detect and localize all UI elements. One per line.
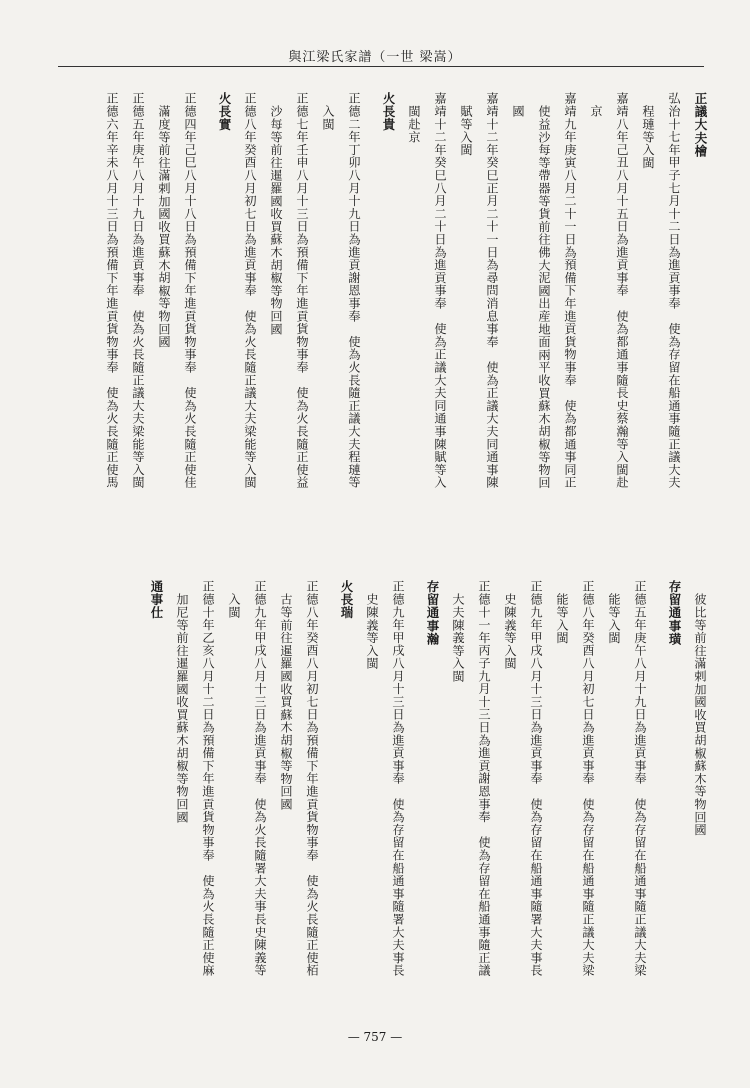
text-column: 正德八年癸酉八月初七日為預備下年進貢貨物事奉 使為火長隨正使栢: [305, 580, 319, 977]
text-column: 史陳義等入閩: [365, 593, 379, 670]
text-column: 彼比等前往滿剌加國收買胡椒蘇木等物回國: [693, 593, 707, 837]
text-column: 嘉靖十二年癸巳八月二十日為進貢事奉 使為正議大夫同通事陳賦等入: [433, 92, 447, 489]
text-column: 正德四年己巳八月十八日為預備下年進貢貨物事奉 使為火長隨正使佳: [183, 92, 197, 489]
text-column: 正德二年丁卯八月十九日為進貢謝恩事奉 使為火長隨正議大夫程璉等: [347, 92, 361, 489]
entry-heading: 存留通事瀚: [425, 580, 440, 646]
text-column: 國: [511, 105, 525, 118]
entry-heading: 正議大夫檜: [693, 92, 708, 158]
lower-text-band: [50, 580, 710, 1020]
entry-heading: 通事仕: [149, 580, 164, 620]
page-number: — 757 —: [347, 1030, 403, 1044]
text-column: 正德九年甲戌八月十三日為進貢事奉 使為存留在船通事隨署大夫事長: [391, 580, 405, 977]
text-column: 大夫陳義等入閩: [451, 593, 465, 683]
text-column: 正德九年甲戌八月十三日為進貢事奉 使為存留在船通事隨署大夫事長: [529, 580, 543, 977]
text-column: 正德十年乙亥八月十二日為預備下年進貢貨物事奉 使為火長隨正使麻: [201, 580, 215, 977]
text-column: 京: [589, 105, 603, 118]
text-column: 滿度等前往滿剌加國收買蘇木胡椒等物回國: [157, 105, 171, 349]
text-column: 正德八年癸酉八月初七日為進貢事奉 使為火長隨正議大夫梁能等入閩: [243, 92, 257, 489]
text-column: 能等入閩: [607, 593, 621, 645]
text-column: 正德六年辛未八月十三日為預備下年進貢貨物事奉 使為火長隨正使馬: [105, 92, 119, 489]
text-column: 沙每等前往暹羅國收買蘇木胡椒等物回國: [269, 105, 283, 336]
text-column: 古等前往暹羅國收買蘇木胡椒等物回國: [279, 593, 293, 811]
text-column: 能等入閩: [555, 593, 569, 645]
text-column: 弘治十七年甲子七月十二日為進貢事奉 使為存留在船通事隨正議大夫: [667, 92, 681, 489]
text-column: 加尼等前往暹羅國收買蘇木胡椒等物回國: [175, 593, 189, 824]
entry-heading: 火長實: [217, 92, 232, 132]
text-column: 賦等入閩: [459, 105, 473, 157]
text-column: 正德五年庚午八月十九日為進貢事奉 使為存留在船通事隨正議大夫梁: [633, 580, 647, 977]
text-column: 嘉靖十二年癸巳正月二十一日為尋問消息事奉 使為正議大夫同通事陳: [485, 92, 499, 489]
text-column: 嘉靖九年庚寅八月二十一日為預備下年進貢貨物事奉 使為都通事同正: [563, 92, 577, 489]
entry-heading: 存留通事璜: [667, 580, 682, 646]
text-column: 嘉靖八年己丑八月十五日為進貢事奉 使為都通事隨長史蔡瀚等入閩赴: [615, 92, 629, 489]
text-column: 閩赴京: [407, 105, 421, 144]
entry-heading: 火長瑞: [339, 580, 354, 620]
text-column: 程璉等入閩: [641, 105, 655, 169]
text-column: 入閩: [227, 593, 241, 619]
text-column: 正德七年壬申八月十三日為預備下年進貢貨物事奉 使為火長隨正使益: [295, 92, 309, 489]
text-column: 正德五年庚午八月十九日為進貢事奉 使為火長隨正議大夫梁能等入閩: [131, 92, 145, 489]
running-header: 與江梁氏家譜（一世 梁嵩）: [288, 50, 462, 65]
upper-text-band: [50, 92, 710, 562]
text-column: 入閩: [321, 105, 335, 131]
text-column: 使益沙每等帶器等貨前往佛大泥國出産地面兩平收買蘇木胡椒等物回: [537, 105, 551, 489]
header-rule: [58, 66, 704, 67]
text-column: 正德十一年丙子九月十三日為進貢謝恩事奉 使為存留在船通事隨正議: [477, 580, 491, 977]
text-column: 正德八年癸酉八月初七日為進貢事奉 使為存留在船通事隨正議大夫梁: [581, 580, 595, 977]
text-column: 史陳義等入閩: [503, 593, 517, 670]
entry-heading: 火長貴: [381, 92, 396, 132]
text-column: 正德九年甲戌八月十三日為進貢事奉 使為火長隨署大夫事長史陳義等: [253, 580, 267, 977]
